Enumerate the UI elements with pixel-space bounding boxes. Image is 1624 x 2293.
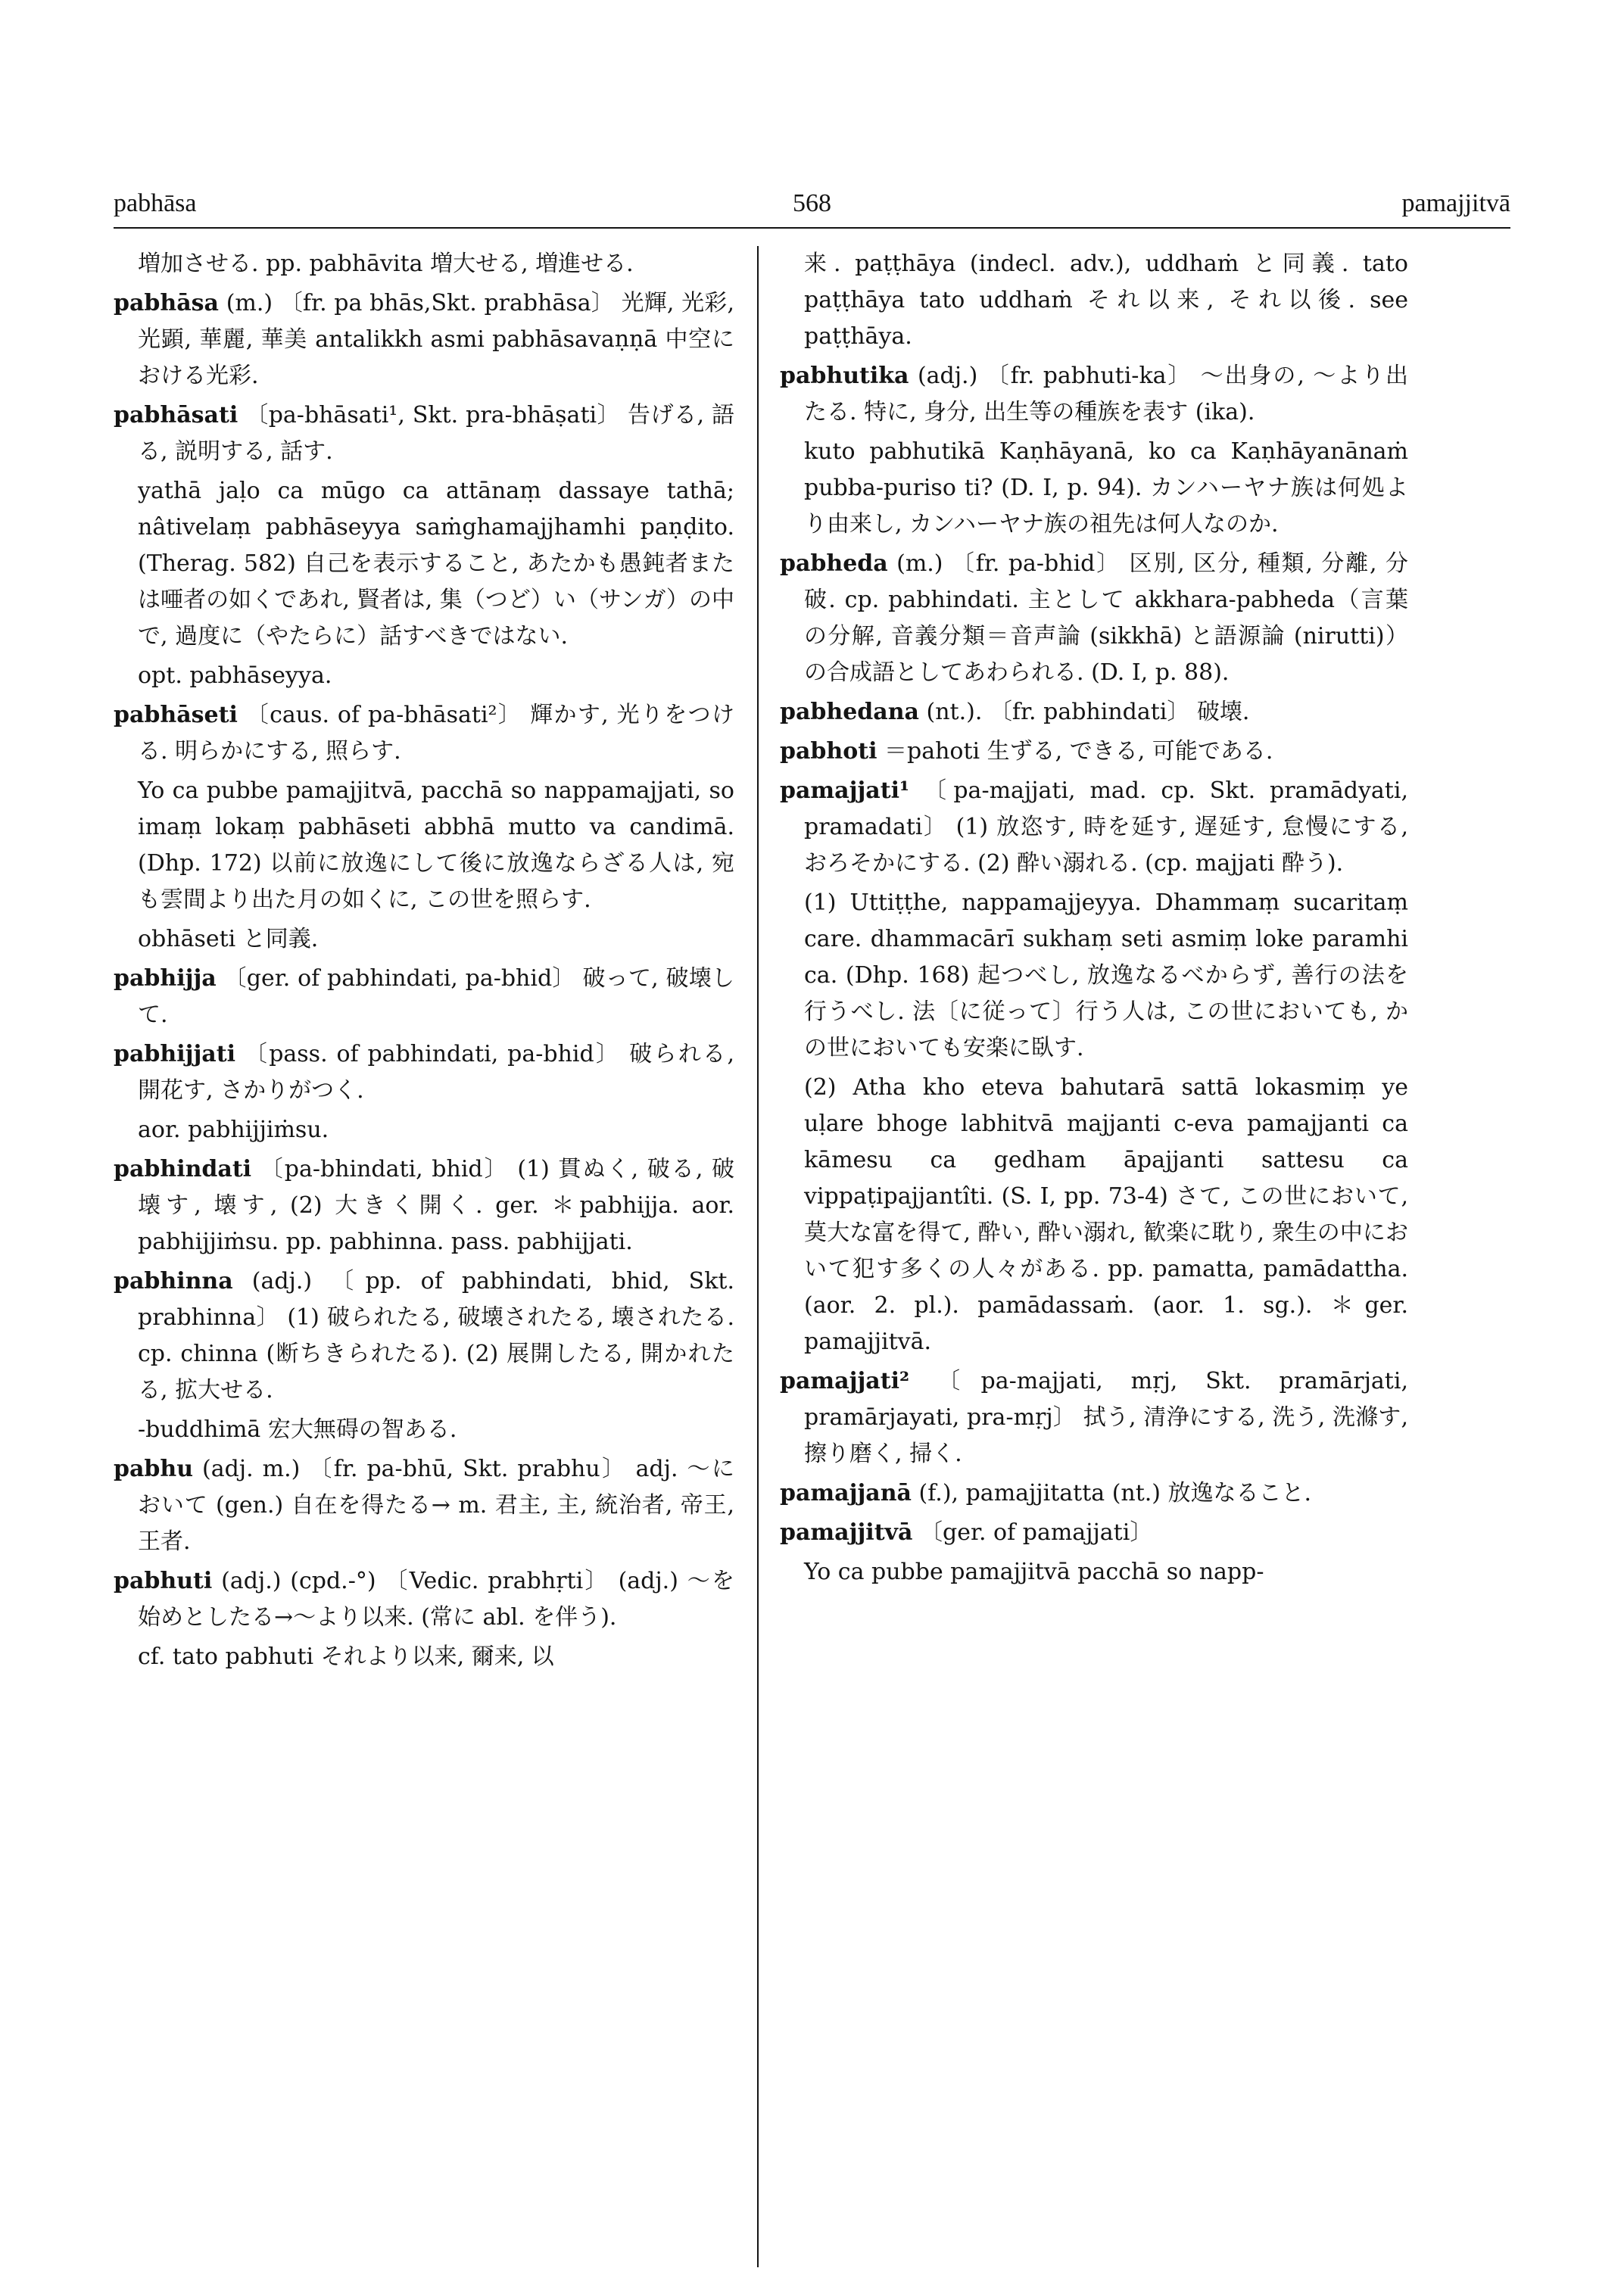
entry-continuation	[780, 1070, 1408, 1360]
headword: pabhu	[114, 1456, 194, 1482]
entry-text: 来. paṭṭhāya (indecl. adv.), uddhaṁ と同義. tato paṭṭhāya tato uddhaṁ それ以来, それ以後. see paṭṭhāya.	[804, 251, 1408, 350]
entry-text: (f.), pamajjitatta (nt.) 放逸なること.	[918, 1480, 1312, 1506]
entry-text: (nt.). 〔fr. pabhindati〕 破壊.	[926, 699, 1250, 725]
entry-text: 〔caus. of pa-bhāsati²〕 輝かす, 光りをつける. 明らかにする, 照らす.	[138, 702, 734, 765]
entry-text: 〔pa-bhāsati¹, Skt. pra-bhāṣati〕 告げる, 語る, 説明する, 話す.	[138, 402, 734, 465]
dictionary-entry	[780, 358, 1408, 431]
dictionary-entry	[114, 961, 734, 1033]
dictionary-entry	[114, 1563, 734, 1636]
entry-text: 〔pa-bhindati, bhid〕 (1) 貫ぬく, 破る, 破壊す, 壊す, (2) 大きく開く. ger. ＊pabhijja. aor. pabhijjiṁsu. pp. pabhinna. pass. pabhijjati.	[138, 1156, 734, 1255]
headword: pabhindati	[114, 1156, 252, 1182]
entry-text: 〔pass. of pabhindati, pa-bhid〕 破られる, 開花す, さかりがつく.	[138, 1041, 734, 1104]
entry-text: Yo ca pubbe pamajjitvā, pacchā so nappamajjati, so imaṃ lokaṃ pabhāseti abbhā mutto va candimā. (Dhp. 172) 以前に放逸にして後に放逸ならざる人は, 宛も雲間より出た月の如くに, この世を照らす.	[138, 777, 734, 913]
entry-text: (m.) 〔fr. pa-bhid〕 区別, 区分, 種類, 分離, 分破. cp. pabhindati. 主として akkhara-pabheda（言葉の分解, 音義分類＝音声論 (sikkhā) と語源論 (nirutti)）の合成語としてあわられる. (D. I, p. 88).	[804, 550, 1408, 686]
headword: pabhoti	[780, 738, 877, 765]
running-head-right: pamajjitvā	[1401, 189, 1510, 217]
entry-text: kuto pabhutikā Kaṇhāyanā, ko ca Kaṇhāyanānaṁ pubba-puriso ti? (D. I, p. 94). カンハーヤナ族は何処より由来し, カンハーヤナ族の祖先は何人なのか.	[804, 438, 1408, 537]
dictionary-entry	[114, 1036, 734, 1109]
entry-continuation	[114, 658, 734, 694]
headword: pamajjanā	[780, 1480, 912, 1506]
entry-text: (2) Atha kho eteva bahutarā sattā lokasmiṃ ye uḷare bhoge labhitvā majjanti c-eva pamajjanti ca kāmesu ca gedham āpajjanti sattesu ca vippaṭipajjantîti. (S. I, pp. 73-4) さて, この世において, 莫大な富を得て, 酔い, 酔い溺れ, 歓楽に耽り, 衆生の中において犯す多くの人々がある. pp. pamatta, pamādattha. (aor. 2. pl.). pamādassaṁ. (aor. 1. sg.). ＊ger. pamajjitvā.	[804, 1074, 1408, 1355]
entry-text: yathā jaḷo ca mūgo ca attānaṃ dassaye tathā; nâtivelaṃ pabhāseyya saṁghamajjhamhi paṇḍito. (Therag. 582) 自己を表示すること, あたかも愚鈍者または唖者の如くであれ, 賢者は, 集（つど）い（サンガ）の中で, 過度に（やたらに）話すべきではない.	[138, 478, 734, 650]
right-column	[780, 246, 1408, 1594]
entry-continuation	[114, 921, 734, 958]
headword: pamajjati¹	[780, 777, 910, 804]
header-rule	[114, 227, 1510, 229]
dictionary-entry	[780, 546, 1408, 691]
headword: pabheda	[780, 550, 888, 577]
headword: pamajjati²	[780, 1368, 910, 1394]
headword: pabhuti	[114, 1568, 213, 1594]
entry-text: (1) Uttiṭṭhe, nappamajjeyya. Dhammaṃ sucaritaṃ care. dhammacārī sukhaṃ seti asmiṃ loke paramhi ca. (Dhp. 168) 起つべし, 放逸なるべからず, 善行の法を行うべし. 法〔に従って〕行う人は, この世においても, かの世においても安楽に臥す.	[804, 889, 1408, 1061]
entry-continuation	[780, 434, 1408, 543]
dictionary-entry	[780, 734, 1408, 770]
headword: pamajjitvā	[780, 1519, 913, 1546]
dictionary-entry	[780, 694, 1408, 731]
entry-text: (m.) 〔fr. pa bhās,Skt. prabhāsa〕 光輝, 光彩, 光顕, 華麗, 華美 antalikkh asmi pabhāsavaṇṇā 中空における光彩.	[138, 290, 734, 389]
entry-text: (adj.) 〔pp. of pabhindati, bhid, Skt. prabhinna〕 (1) 破られたる, 破壊されたる, 壊されたる. cp. chinna (断ちきられたる). (2) 展開したる, 開かれたる, 拡大せる.	[138, 1268, 734, 1404]
entry-text: (adj.) (cpd.-°) 〔Vedic. prabhṛti〕 (adj.) 〜を始めとしたる→〜より以来. (常に abl. を伴う).	[138, 1568, 734, 1631]
dictionary-entry	[114, 397, 734, 470]
entry-continuation	[780, 1554, 1408, 1590]
running-head-left: pabhāsa	[114, 189, 197, 217]
entry-text: ＝pahoti 生ずる, できる, 可能である.	[884, 738, 1273, 765]
entry-continuation	[114, 773, 734, 918]
headword: pabhinna	[114, 1268, 233, 1294]
entry-text: 〔pa-majjati, mṛj, Skt. pramārjati, pramārjayati, pra-mṛj〕 拭う, 清浄にする, 洗う, 洗滌す, 擦り磨く, 掃く.	[804, 1368, 1408, 1467]
entry-continuation	[114, 1412, 734, 1448]
entry-text: 〔ger. of pamajjati〕	[919, 1519, 1153, 1546]
entry-continuation	[114, 246, 734, 282]
dictionary-entry	[114, 285, 734, 394]
entry-text: Yo ca pubbe pamajjitvā pacchā so napp-	[804, 1559, 1264, 1585]
entry-continuation	[114, 1639, 734, 1675]
dictionary-entry	[114, 697, 734, 770]
dictionary-entry	[114, 1451, 734, 1560]
headword: pabhāseti	[114, 702, 238, 728]
headword: pabhāsati	[114, 402, 238, 428]
headword: pabhijjati	[114, 1041, 236, 1067]
headword: pabhāsa	[114, 290, 219, 316]
running-head	[114, 189, 1510, 227]
entry-text: 増加させる. pp. pabhāvita 増大せる, 増進せる.	[138, 251, 634, 277]
page-number: 568	[793, 189, 831, 217]
entry-text: -buddhimā 宏大無碍の智ある.	[138, 1416, 457, 1443]
entry-text: (adj.) 〔fr. pabhuti-ka〕 〜出身の, 〜より出たる. 特に, 身分, 出生等の種族を表す (ika).	[804, 363, 1408, 425]
entry-continuation	[114, 1112, 734, 1148]
entry-text: obhāseti と同義.	[138, 926, 319, 952]
dictionary-entry	[780, 773, 1408, 882]
entry-continuation	[780, 246, 1408, 355]
entry-text: 〔ger. of pabhindati, pa-bhid〕 破って, 破壊して.	[138, 965, 734, 1028]
headword: pabhedana	[780, 699, 919, 725]
entry-continuation	[114, 473, 734, 655]
dictionary-entry	[780, 1515, 1408, 1551]
column-divider	[757, 246, 759, 2267]
dictionary-entry	[780, 1363, 1408, 1472]
entry-text: cf. tato pabhuti それより以来, 爾来, 以	[138, 1643, 554, 1670]
left-column	[114, 246, 734, 1678]
entry-text: (adj. m.) 〔fr. pa-bhū, Skt. prabhu〕 adj. 〜において (gen.) 自在を得たる→ m. 君主, 主, 統治者, 帝王, 王者.	[138, 1456, 734, 1555]
entry-text: 〔pa-majjati, mad. cp. Skt. pramādyati, pramadati〕 (1) 放恣す, 時を延す, 遅延す, 怠慢にする, おろそかにする. (2) 酔い溺れる. (cp. majjati 酔う).	[804, 777, 1408, 877]
dictionary-entry	[114, 1151, 734, 1260]
headword: pabhutika	[780, 363, 909, 389]
entry-continuation	[780, 885, 1408, 1067]
dictionary-entry	[780, 1475, 1408, 1512]
headword: pabhijja	[114, 965, 217, 992]
dictionary-entry	[114, 1263, 734, 1409]
entry-text: aor. pabhijjiṁsu.	[138, 1117, 329, 1143]
entry-text: opt. pabhāseyya.	[138, 662, 332, 689]
